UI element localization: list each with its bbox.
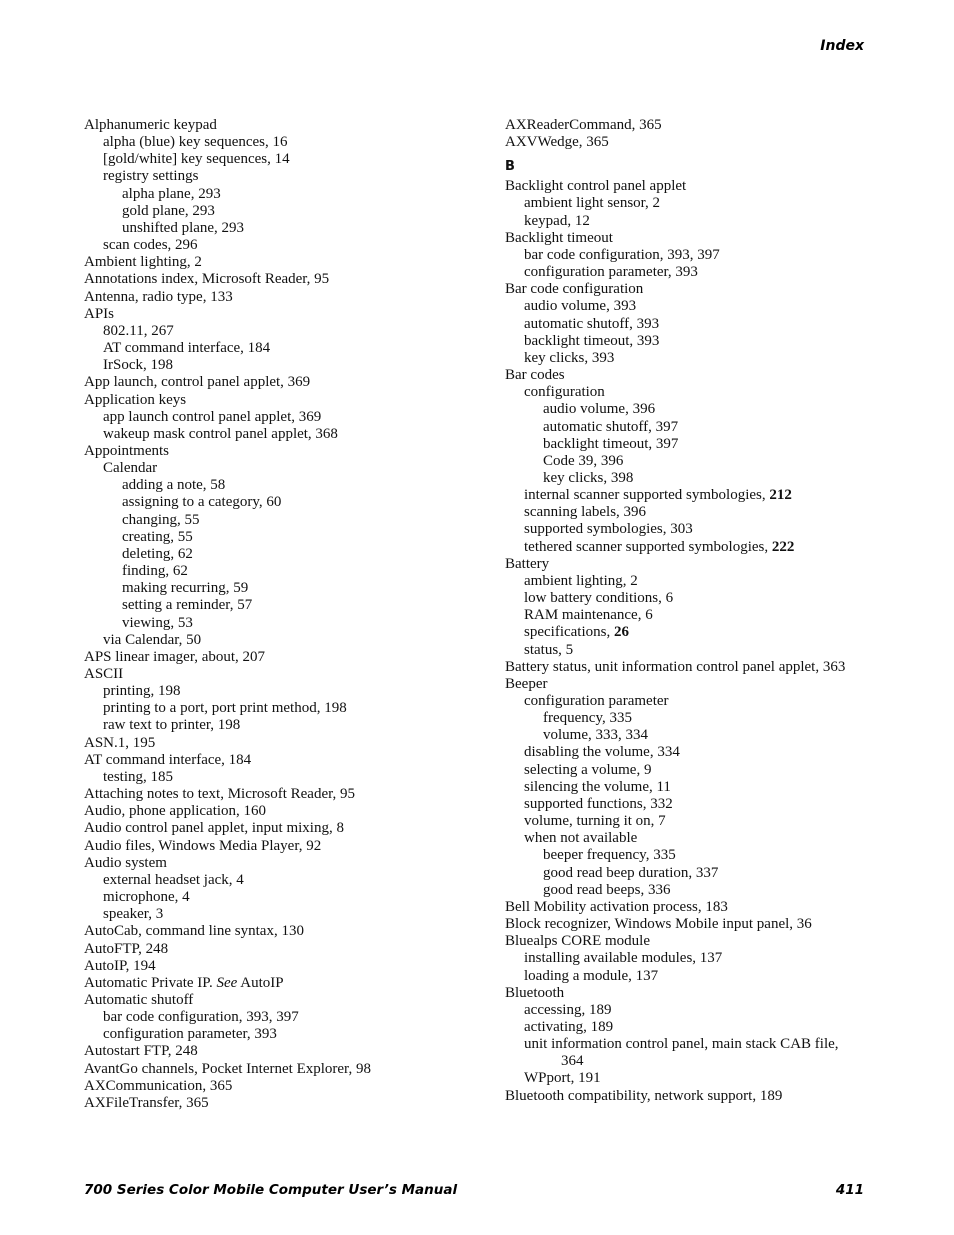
index-entry-text: RAM maintenance, 6 bbox=[524, 607, 653, 624]
index-entry-text: volume, turning it on, 7 bbox=[524, 813, 666, 830]
index-entry bbox=[84, 392, 494, 409]
index-entry bbox=[84, 700, 494, 717]
index-entry-text: supported functions, 332 bbox=[524, 795, 673, 812]
index-entry-text: accessing, 189 bbox=[524, 1001, 612, 1018]
index-entry bbox=[84, 786, 494, 803]
index-entry bbox=[505, 744, 875, 761]
index-entry bbox=[84, 666, 494, 683]
index-entry bbox=[84, 443, 494, 460]
index-entry bbox=[505, 316, 875, 333]
index-entry-text: gold plane, 293 bbox=[122, 202, 215, 219]
index-entry-text: assigning to a category, 60 bbox=[122, 494, 282, 511]
index-entry bbox=[84, 186, 494, 203]
index-entry bbox=[505, 504, 875, 521]
index-entry-text: configuration parameter bbox=[524, 693, 669, 709]
index-entry-text: Ambient lighting, 2 bbox=[84, 254, 202, 271]
index-entry-text: Appointments bbox=[84, 442, 169, 459]
index-entry-text: creating, 55 bbox=[122, 528, 193, 545]
index-entry bbox=[505, 470, 875, 487]
index-entry bbox=[505, 264, 875, 281]
running-header: Index bbox=[820, 38, 864, 54]
index-entry bbox=[84, 323, 494, 340]
index-entry-text: printing to a port, port print method, 198 bbox=[103, 700, 347, 717]
index-entry-text: Block recognizer, Windows Mobile input panel, 36 bbox=[505, 916, 812, 933]
index-entry-text: silencing the volume, 11 bbox=[524, 778, 671, 795]
index-entry-text: Audio, phone application, 160 bbox=[84, 803, 267, 820]
index-entry bbox=[84, 735, 494, 752]
index-entry-text: external headset jack, 4 bbox=[103, 871, 244, 888]
index-entry-text: Battery status, unit information control panel applet, 363 bbox=[505, 658, 846, 675]
index-entry bbox=[84, 237, 494, 254]
index-entry bbox=[84, 941, 494, 958]
index-entry bbox=[84, 649, 494, 666]
index-entry-text: AXReaderCommand, 365 bbox=[505, 117, 662, 133]
index-entry bbox=[505, 281, 875, 298]
index-entry bbox=[505, 195, 875, 212]
index-entry bbox=[84, 803, 494, 820]
index-entry-text: Backlight timeout bbox=[505, 229, 613, 246]
index-entry-text: finding, 62 bbox=[122, 563, 188, 580]
index-entry bbox=[505, 796, 875, 813]
index-entry-text: Bluetooth bbox=[505, 984, 565, 1001]
index-entry bbox=[84, 254, 494, 271]
index-entry bbox=[505, 1070, 875, 1087]
index-entry-text: Calendar bbox=[103, 460, 158, 477]
index-entry-text: backlight timeout, 397 bbox=[543, 435, 679, 452]
index-entry bbox=[84, 477, 494, 494]
index-entry bbox=[505, 659, 875, 676]
index-entry-text: Battery bbox=[505, 555, 550, 572]
index-entry-text: Antenna, radio type, 133 bbox=[84, 288, 233, 305]
index-entry-text: low battery conditions, 6 bbox=[524, 590, 674, 607]
index-entry-text: frequency, 335 bbox=[543, 710, 632, 727]
index-entry bbox=[505, 693, 875, 710]
index-entry-text: scan codes, 296 bbox=[103, 237, 198, 254]
index-entry bbox=[84, 1078, 494, 1095]
index-column-left bbox=[84, 117, 494, 1112]
index-entry-text: AXFileTransfer, 365 bbox=[84, 1094, 209, 1111]
index-entry bbox=[505, 933, 875, 950]
primary-page-number: 222 bbox=[771, 538, 795, 555]
index-entry bbox=[84, 872, 494, 889]
index-entry bbox=[84, 975, 494, 992]
index-entry bbox=[84, 1061, 494, 1078]
index-entry-text: Alphanumeric keypad bbox=[84, 117, 217, 133]
index-entry bbox=[505, 968, 875, 985]
index-entry-text: backlight timeout, 393 bbox=[524, 332, 660, 349]
index-entry-text: adding a note, 58 bbox=[122, 477, 226, 494]
index-entry-text: key clicks, 398 bbox=[543, 469, 634, 486]
index-entry-text: automatic shutoff, 397 bbox=[543, 418, 679, 435]
primary-page-number: 212 bbox=[769, 487, 792, 504]
index-entry bbox=[84, 889, 494, 906]
index-entry bbox=[84, 134, 494, 151]
index-entry-text: Code 39, 396 bbox=[543, 452, 624, 469]
index-entry-text: microphone, 4 bbox=[103, 889, 190, 906]
index-entry bbox=[84, 992, 494, 1009]
index-entry bbox=[505, 556, 875, 573]
index-entry bbox=[505, 419, 875, 436]
index-entry-text: 802.11, 267 bbox=[103, 322, 174, 339]
index-entry bbox=[505, 950, 875, 967]
index-entry bbox=[505, 1088, 875, 1105]
index-entry-text: registry settings bbox=[103, 168, 199, 185]
index-entry bbox=[84, 1009, 494, 1026]
index-entry-text: configuration parameter, 393 bbox=[103, 1026, 277, 1043]
index-column-right bbox=[505, 117, 875, 1105]
index-entry-text: tethered scanner supported symbologies, bbox=[524, 538, 772, 555]
index-entry-text: configuration bbox=[524, 384, 605, 401]
index-entry-text: when not available bbox=[524, 830, 638, 847]
index-entry bbox=[505, 710, 875, 727]
index-entry-text: [gold/white] key sequences, 14 bbox=[103, 151, 290, 168]
index-entry bbox=[505, 350, 875, 367]
index-entry bbox=[505, 247, 875, 264]
index-entry bbox=[84, 820, 494, 837]
index-entry-text: status, 5 bbox=[524, 641, 574, 658]
index-entry-text: ambient light sensor, 2 bbox=[524, 195, 661, 212]
index-entry-text: Backlight control panel applet bbox=[505, 178, 687, 195]
index-entry bbox=[84, 752, 494, 769]
index-entry bbox=[84, 1026, 494, 1043]
index-entry bbox=[84, 203, 494, 220]
index-entry bbox=[505, 762, 875, 779]
index-entry bbox=[505, 882, 875, 899]
index-entry bbox=[505, 779, 875, 796]
index-entry-text: audio volume, 396 bbox=[543, 401, 656, 418]
index-entry-text: Beeper bbox=[505, 675, 548, 692]
index-entry-text: internal scanner supported symbologies, bbox=[524, 487, 770, 504]
index-entry-text: AT command interface, 184 bbox=[103, 340, 271, 357]
index-entry-text: Attaching notes to text, Microsoft Reader, 95 bbox=[84, 786, 356, 803]
index-entry-text: alpha plane, 293 bbox=[122, 185, 221, 202]
index-entry-text: specifications, bbox=[524, 624, 614, 641]
index-entry-text: good read beeps, 336 bbox=[543, 881, 671, 898]
index-entry-text: supported symbologies, 303 bbox=[524, 521, 693, 538]
index-entry-text: Annotations index, Microsoft Reader, 95 bbox=[84, 271, 330, 288]
index-entry-text: via Calendar, 50 bbox=[103, 631, 202, 648]
index-entry bbox=[84, 958, 494, 975]
index-entry bbox=[505, 642, 875, 659]
index-entry-text: AT command interface, 184 bbox=[84, 751, 252, 768]
index-entry bbox=[505, 1002, 875, 1019]
index-entry bbox=[84, 426, 494, 443]
index-entry-text: App launch, control panel applet, 369 bbox=[84, 374, 311, 391]
index-entry bbox=[84, 597, 494, 614]
index-entry-text: alpha (blue) key sequences, 16 bbox=[103, 134, 288, 151]
index-entry bbox=[505, 487, 875, 504]
index-entry bbox=[505, 985, 875, 1002]
index-entry bbox=[84, 512, 494, 529]
primary-page-number: 26 bbox=[613, 624, 629, 641]
index-entry-text: disabling the volume, 334 bbox=[524, 744, 680, 761]
index-entry-text: installing available modules, 137 bbox=[524, 950, 723, 967]
index-entry bbox=[505, 573, 875, 590]
index-entry bbox=[84, 409, 494, 426]
index-entry bbox=[505, 213, 875, 230]
index-entry bbox=[84, 494, 494, 511]
index-entry-text: AvantGo channels, Pocket Internet Explorer, 98 bbox=[84, 1060, 371, 1077]
index-entry bbox=[505, 436, 875, 453]
index-entry-text: ASN.1, 195 bbox=[84, 734, 156, 751]
index-entry-text: activating, 189 bbox=[524, 1018, 614, 1035]
index-entry bbox=[84, 117, 494, 134]
index-entry bbox=[505, 813, 875, 830]
see-target: AutoIP bbox=[237, 974, 284, 991]
index-entry bbox=[84, 151, 494, 168]
index-entry bbox=[84, 460, 494, 477]
index-entry bbox=[84, 1043, 494, 1060]
index-entry bbox=[505, 865, 875, 882]
index-entry bbox=[505, 298, 875, 315]
section-letter-b: B bbox=[505, 159, 515, 175]
index-entry-text: bar code configuration, 393, 397 bbox=[103, 1009, 299, 1026]
index-entry bbox=[84, 717, 494, 734]
index-entry bbox=[505, 333, 875, 350]
index-entry bbox=[505, 590, 875, 607]
index-entry bbox=[84, 220, 494, 237]
index-entry-text: configuration parameter, 393 bbox=[524, 264, 698, 281]
index-entry-text: scanning labels, 396 bbox=[524, 504, 647, 521]
index-entry bbox=[505, 1053, 875, 1070]
index-entry bbox=[84, 357, 494, 374]
index-entry-text: viewing, 53 bbox=[122, 614, 193, 631]
index-entry-text: 364 bbox=[561, 1053, 584, 1070]
index-entry-text: volume, 333, 334 bbox=[543, 727, 648, 744]
index-entry-text: AutoFTP, 248 bbox=[84, 940, 169, 957]
index-entry bbox=[84, 580, 494, 597]
index-entry-text: changing, 55 bbox=[122, 511, 200, 528]
index-entry bbox=[84, 306, 494, 323]
footer-manual-title: 700 Series Color Mobile Computer User’s Manual bbox=[84, 1182, 458, 1198]
index-entry bbox=[505, 539, 875, 556]
index-entry-text: APIs bbox=[84, 305, 115, 322]
index-entry bbox=[84, 546, 494, 563]
index-entry bbox=[505, 607, 875, 624]
index-entry-text: loading a module, 137 bbox=[524, 967, 659, 984]
index-entry bbox=[84, 838, 494, 855]
index-entry-text: Automatic Private IP. bbox=[84, 974, 217, 991]
index-entry-text: Application keys bbox=[84, 391, 187, 408]
index-entry bbox=[84, 340, 494, 357]
index-entry bbox=[505, 916, 875, 933]
index-entry bbox=[84, 289, 494, 306]
index-entry-text: making recurring, 59 bbox=[122, 580, 249, 597]
index-entry-text: audio volume, 393 bbox=[524, 298, 637, 315]
index-entry bbox=[505, 384, 875, 401]
index-entry bbox=[505, 178, 875, 195]
index-entry-text: testing, 185 bbox=[103, 768, 173, 785]
index-entry bbox=[84, 923, 494, 940]
index-entry bbox=[84, 906, 494, 923]
index-entry-text: deleting, 62 bbox=[122, 545, 193, 562]
index-entry-text: beeper frequency, 335 bbox=[543, 847, 676, 864]
index-entry-text: ASCII bbox=[84, 666, 124, 682]
index-entry-text: AXVWedge, 365 bbox=[505, 134, 609, 151]
see-reference: See bbox=[216, 974, 238, 991]
index-entry bbox=[84, 615, 494, 632]
index-entry-text: Audio system bbox=[84, 854, 167, 871]
index-entry-text: Audio files, Windows Media Player, 92 bbox=[84, 837, 322, 854]
index-entry-text: Bell Mobility activation process, 183 bbox=[505, 898, 728, 915]
index-entry-text: automatic shutoff, 393 bbox=[524, 315, 660, 332]
index-entry bbox=[505, 624, 875, 641]
index-entry-text: Bluetooth compatibility, network support, 189 bbox=[505, 1087, 783, 1104]
index-entry bbox=[84, 769, 494, 786]
index-entry bbox=[505, 1036, 875, 1053]
index-entry bbox=[505, 847, 875, 864]
index-entry bbox=[505, 367, 875, 384]
index-entry-text: IrSock, 198 bbox=[103, 357, 173, 374]
index-entry bbox=[505, 117, 875, 134]
index-entry bbox=[505, 727, 875, 744]
index-entry bbox=[84, 374, 494, 391]
index-entry-text: unshifted plane, 293 bbox=[122, 219, 245, 236]
index-entry bbox=[84, 529, 494, 546]
index-entry bbox=[505, 521, 875, 538]
index-entry bbox=[84, 683, 494, 700]
index-entry bbox=[505, 401, 875, 418]
index-entry-text: Bar code configuration bbox=[505, 281, 644, 298]
index-entry bbox=[505, 899, 875, 916]
index-entry-text: printing, 198 bbox=[103, 683, 181, 700]
index-entry bbox=[505, 453, 875, 470]
index-entry-text: key clicks, 393 bbox=[524, 349, 615, 366]
index-entry bbox=[84, 632, 494, 649]
index-entry-text: Bar codes bbox=[505, 367, 565, 384]
footer-page-number: 411 bbox=[835, 1182, 864, 1198]
index-entry-text: good read beep duration, 337 bbox=[543, 864, 719, 881]
index-entry-text: bar code configuration, 393, 397 bbox=[524, 246, 720, 263]
index-entry-text: Bluealps CORE module bbox=[505, 933, 650, 950]
index-entry bbox=[84, 563, 494, 580]
index-entry-text: Autostart FTP, 248 bbox=[84, 1043, 198, 1060]
index-entry-text: speaker, 3 bbox=[103, 906, 164, 923]
index-entry-text: Automatic shutoff bbox=[84, 991, 194, 1008]
index-entry bbox=[84, 1095, 494, 1112]
index-entry-text: keypad, 12 bbox=[524, 212, 590, 229]
index-entry-text: AutoIP, 194 bbox=[84, 957, 156, 974]
index-entry-text: unit information control panel, main stack CAB file, bbox=[524, 1036, 839, 1053]
index-entry-text: AXCommunication, 365 bbox=[84, 1077, 233, 1094]
index-entry bbox=[505, 676, 875, 693]
index-entry bbox=[84, 271, 494, 288]
index-entry-text: selecting a volume, 9 bbox=[524, 761, 652, 778]
index-entry-text: raw text to printer, 198 bbox=[103, 717, 241, 734]
index-entry-text: app launch control panel applet, 369 bbox=[103, 408, 322, 425]
index-entry-text: setting a reminder, 57 bbox=[122, 597, 253, 614]
index-entry bbox=[505, 230, 875, 247]
index-entry-text: AutoCab, command line syntax, 130 bbox=[84, 923, 304, 940]
index-entry bbox=[505, 1019, 875, 1036]
index-entry bbox=[505, 134, 875, 151]
index-entry-text: APS linear imager, about, 207 bbox=[84, 648, 266, 665]
index-entry-text: ambient lighting, 2 bbox=[524, 572, 638, 589]
index-entry bbox=[505, 830, 875, 847]
index-entry bbox=[84, 168, 494, 185]
index-entry-text: Audio control panel applet, input mixing, 8 bbox=[84, 820, 344, 837]
index-entry bbox=[84, 855, 494, 872]
index-entry-text: wakeup mask control panel applet, 368 bbox=[103, 425, 338, 442]
index-entry-text: WPport, 191 bbox=[524, 1070, 601, 1087]
